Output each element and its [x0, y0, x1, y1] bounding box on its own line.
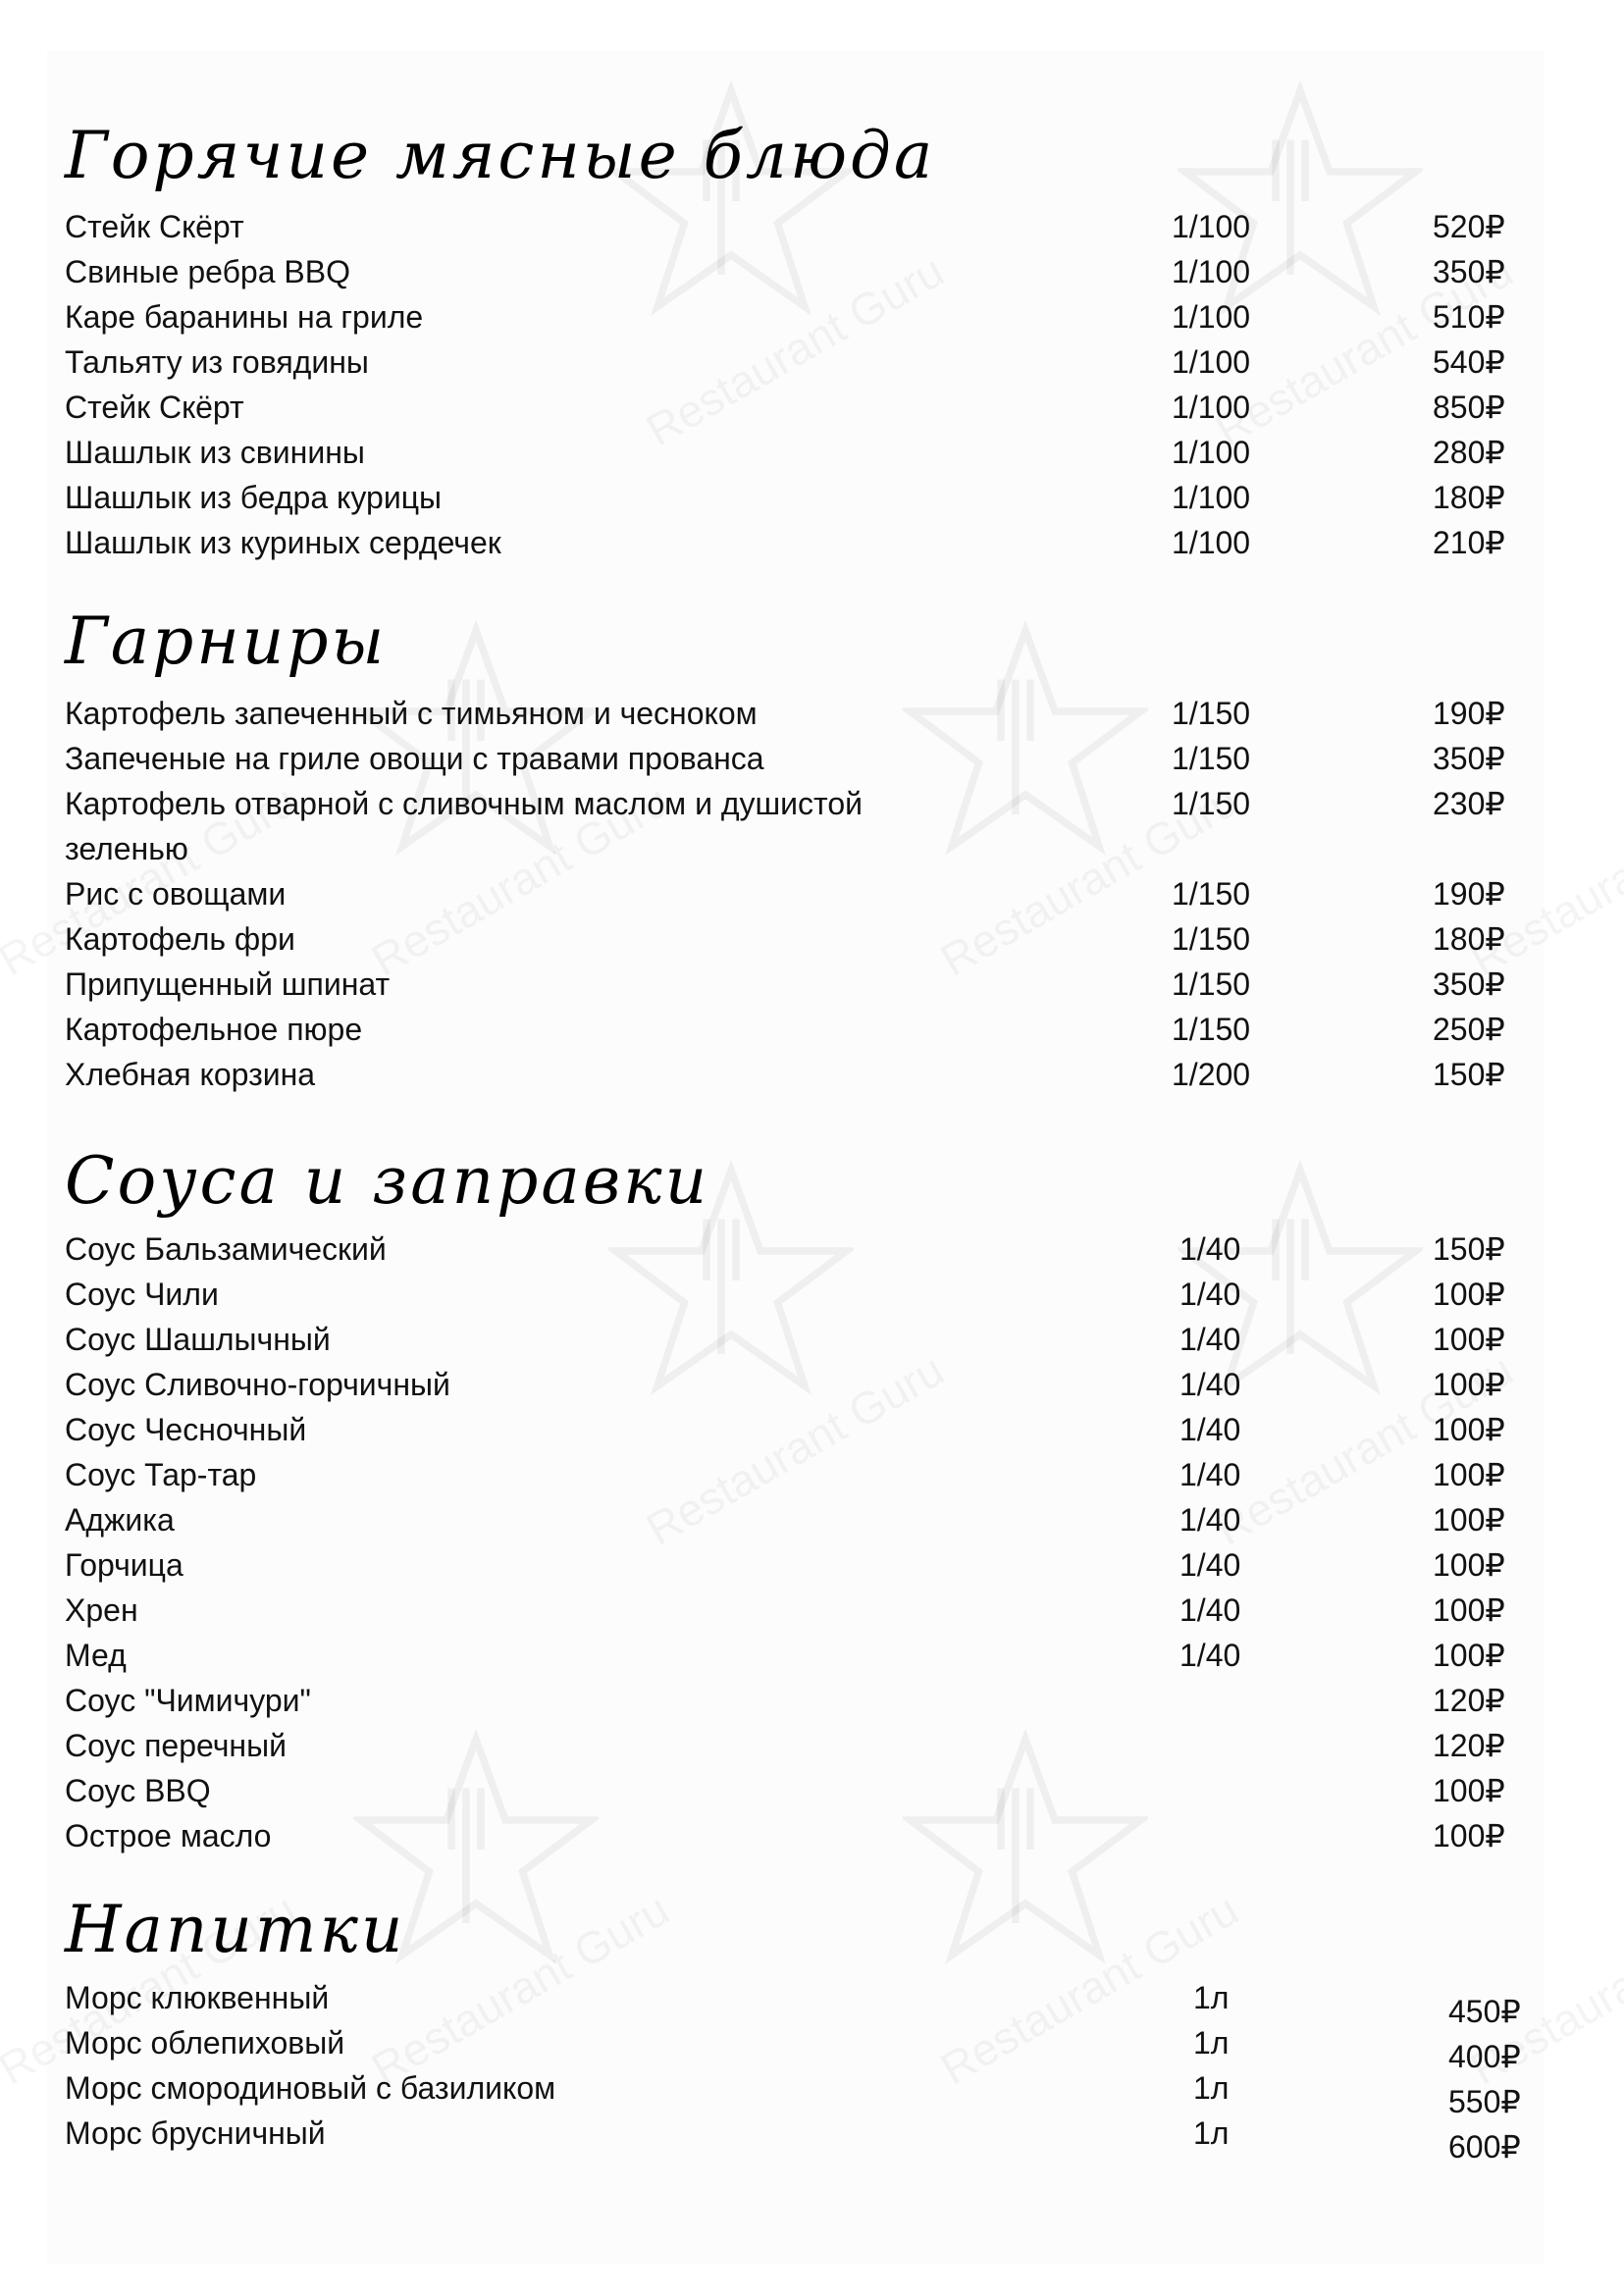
item-portion: 1/40 — [1179, 1547, 1241, 1583]
item-portion: 1/150 — [1172, 921, 1251, 957]
item-name: Мед — [65, 1638, 127, 1673]
section-title: Горячие мясные блюда — [65, 118, 936, 193]
menu-item-row — [0, 385, 1624, 430]
item-price: 850₽ — [1433, 390, 1505, 425]
item-name: Аджика — [65, 1502, 175, 1538]
item-price: 100₽ — [1433, 1592, 1505, 1628]
item-portion: 1/150 — [1172, 966, 1251, 1002]
item-price: 210₽ — [1433, 525, 1505, 560]
item-name: Стейк Скёрт — [65, 209, 244, 244]
item-name: Соус Тар-тар — [65, 1457, 257, 1492]
item-name: Соус Чесночный — [65, 1412, 307, 1447]
item-portion: 1/100 — [1172, 299, 1251, 335]
item-price: 180₽ — [1433, 480, 1505, 515]
item-portion: 1/40 — [1179, 1457, 1241, 1492]
item-name: Соус Чили — [65, 1277, 219, 1312]
menu-item-row — [0, 1813, 1624, 1858]
item-name: Стейк Скёрт — [65, 390, 244, 425]
menu-item-row — [0, 1542, 1624, 1588]
item-price: 150₽ — [1433, 1231, 1505, 1267]
item-name: Соус Сливочно-горчичный — [65, 1367, 450, 1402]
menu-item-row — [0, 1407, 1624, 1452]
item-portion: 1/40 — [1179, 1322, 1241, 1357]
menu-item-row — [0, 475, 1624, 520]
menu-item-row — [0, 1678, 1624, 1723]
item-price: 150₽ — [1433, 1057, 1505, 1092]
item-price: 100₽ — [1433, 1322, 1505, 1357]
item-price: 350₽ — [1433, 966, 1505, 1002]
item-portion: 1/150 — [1172, 876, 1251, 912]
item-name: Острое масло — [65, 1818, 272, 1853]
item-name: Запеченые на гриле овощи с травами прованса — [65, 741, 764, 776]
menu-item-row — [0, 1362, 1624, 1407]
item-name: Хлебная корзина — [65, 1057, 316, 1092]
menu-item-row — [0, 520, 1624, 565]
menu-item-row — [0, 430, 1624, 475]
item-name: Картофель фри — [65, 921, 295, 957]
menu-item-row — [0, 2111, 1624, 2165]
item-name: Припущенный шпинат — [65, 966, 391, 1002]
item-price: 100₽ — [1433, 1457, 1505, 1492]
item-price: 100₽ — [1433, 1638, 1505, 1673]
menu-item-row — [0, 1633, 1624, 1678]
item-price: 250₽ — [1433, 1012, 1505, 1047]
item-price: 230₽ — [1433, 786, 1505, 821]
item-price: 100₽ — [1433, 1277, 1505, 1312]
item-portion: 1/150 — [1172, 1012, 1251, 1047]
item-portion: 1/200 — [1172, 1057, 1251, 1092]
item-name: Каре баранины на гриле — [65, 299, 424, 335]
item-name: Шашлык из куриных сердечек — [65, 525, 501, 560]
menu-item-row — [0, 294, 1624, 339]
item-portion: 1/40 — [1179, 1412, 1241, 1447]
item-name: Картофельное пюре — [65, 1012, 363, 1047]
menu-item-row — [0, 916, 1624, 962]
item-price: 120₽ — [1433, 1728, 1505, 1763]
item-portion: 1/100 — [1172, 209, 1251, 244]
item-portion: 1л — [1193, 2070, 1230, 2106]
item-name: Хрен — [65, 1592, 138, 1628]
item-name: Свиные ребра BBQ — [65, 254, 350, 289]
menu-item-row — [0, 1272, 1624, 1317]
item-price: 100₽ — [1433, 1502, 1505, 1538]
menu-item-row — [0, 1768, 1624, 1813]
section-title: Напитки — [65, 1892, 406, 1967]
menu-item-row — [0, 2020, 1624, 2074]
item-price: 280₽ — [1433, 435, 1505, 470]
item-portion: 1/100 — [1172, 344, 1251, 380]
item-price: 510₽ — [1433, 299, 1505, 335]
menu-item-row — [0, 1588, 1624, 1633]
item-price: 540₽ — [1433, 344, 1505, 380]
item-portion: 1/100 — [1172, 390, 1251, 425]
item-portion: 1/40 — [1179, 1231, 1241, 1267]
item-price: 350₽ — [1433, 254, 1505, 289]
item-name: Шашлык из бедра курицы — [65, 480, 443, 515]
item-price: 180₽ — [1433, 921, 1505, 957]
item-price: 400₽ — [1448, 2039, 1521, 2074]
item-price: 450₽ — [1448, 1994, 1521, 2029]
item-price: 100₽ — [1433, 1547, 1505, 1583]
item-name: Соус Бальзамический — [65, 1231, 387, 1267]
menu-item-row — [0, 1497, 1624, 1542]
item-portion: 1/150 — [1172, 696, 1251, 731]
item-portion: 1/100 — [1172, 254, 1251, 289]
item-price: 600₽ — [1448, 2129, 1521, 2165]
menu-item-row — [0, 339, 1624, 385]
section-title: Соуса и заправки — [65, 1143, 710, 1219]
item-price: 350₽ — [1433, 741, 1505, 776]
item-price: 100₽ — [1433, 1818, 1505, 1853]
section-title: Гарниры — [65, 603, 388, 679]
menu-item-row — [0, 962, 1624, 1007]
item-portion: 1л — [1193, 2115, 1230, 2151]
item-name: Соус Шашлычный — [65, 1322, 331, 1357]
item-price: 100₽ — [1433, 1367, 1505, 1402]
menu-item-row — [0, 1052, 1624, 1097]
item-name: Рис с овощами — [65, 876, 287, 912]
item-name: Морс смородиновый с базиликом — [65, 2070, 556, 2106]
item-name: Картофель запеченный с тимьяном и чесноком — [65, 696, 758, 731]
item-name: Тальяту из говядины — [65, 344, 369, 380]
menu-item-row — [0, 1226, 1624, 1272]
item-portion: 1/150 — [1172, 741, 1251, 776]
item-portion: 1/40 — [1179, 1277, 1241, 1312]
menu-item-row — [0, 204, 1624, 249]
item-name: Соус "Чимичури" — [65, 1683, 311, 1718]
menu-item-row — [0, 1975, 1624, 2029]
item-price: 100₽ — [1433, 1773, 1505, 1808]
menu-item-row — [0, 691, 1624, 736]
item-name: Морс облепиховый — [65, 2025, 345, 2061]
item-portion: 1л — [1193, 1980, 1230, 2015]
menu-item-row — [0, 2065, 1624, 2119]
item-portion: 1л — [1193, 2025, 1230, 2061]
item-price: 190₽ — [1433, 876, 1505, 912]
menu-item-row — [0, 871, 1624, 916]
item-name: Шашлык из свинины — [65, 435, 365, 470]
item-price: 520₽ — [1433, 209, 1505, 244]
menu-item-row — [0, 249, 1624, 294]
item-price: 190₽ — [1433, 696, 1505, 731]
item-price: 550₽ — [1448, 2084, 1521, 2119]
item-name: Морс клюквенный — [65, 1980, 330, 2015]
item-name: Морс брусничный — [65, 2115, 326, 2151]
item-price: 120₽ — [1433, 1683, 1505, 1718]
menu-item-row — [0, 736, 1624, 781]
menu-item-row — [0, 1007, 1624, 1052]
item-price: 100₽ — [1433, 1412, 1505, 1447]
menu-item-row — [0, 1452, 1624, 1497]
item-portion: 1/100 — [1172, 525, 1251, 560]
item-portion: 1/100 — [1172, 480, 1251, 515]
menu-item-row — [0, 1317, 1624, 1362]
item-portion: 1/40 — [1179, 1592, 1241, 1628]
item-name: Картофель отварной с сливочным маслом и душистой зеленью — [65, 786, 864, 866]
item-portion: 1/100 — [1172, 435, 1251, 470]
item-name: Горчица — [65, 1547, 183, 1583]
item-portion: 1/40 — [1179, 1502, 1241, 1538]
item-portion: 1/40 — [1179, 1638, 1241, 1673]
item-name: Соус перечный — [65, 1728, 287, 1763]
item-portion: 1/150 — [1172, 786, 1251, 821]
menu-item-row — [0, 781, 1624, 866]
item-name: Соус BBQ — [65, 1773, 211, 1808]
item-portion: 1/40 — [1179, 1367, 1241, 1402]
menu-item-row — [0, 1723, 1624, 1768]
